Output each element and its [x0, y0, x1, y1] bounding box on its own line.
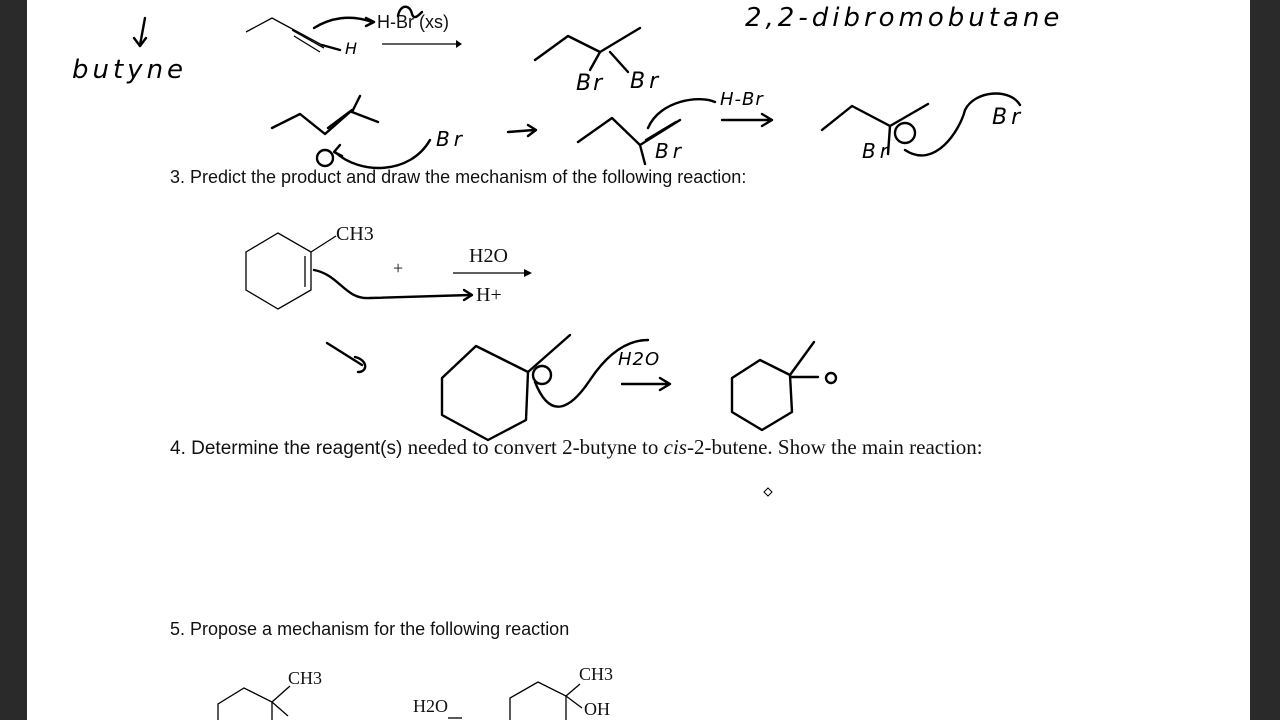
- handwritten-butyne: butyne: [72, 55, 188, 85]
- reagent-acid: H+: [476, 284, 502, 306]
- handwritten-br-1: Br: [576, 71, 605, 96]
- cursor-icon: [764, 488, 772, 496]
- question-4-text-b: -2-butene. Show the main reaction:: [686, 435, 983, 459]
- handwritten-br-anion: Br: [992, 105, 1025, 130]
- handwritten-br-4: Br: [655, 139, 685, 163]
- question-4: [170, 436, 983, 460]
- handwritten-h2o: H2O: [618, 349, 661, 370]
- plus-sign: +: [393, 258, 404, 278]
- handwritten-br-3: Br: [436, 127, 466, 151]
- reagent-hbr: H-Br (xs): [377, 12, 449, 32]
- question-5: 5. Propose a mechanism for the following reaction: [170, 619, 570, 639]
- methyl-label: CH3: [336, 223, 374, 245]
- handwritten-h: H: [345, 39, 358, 58]
- reagent-water: H2O: [469, 245, 508, 267]
- question-4-prefix: 4. Determine the reagent(s): [170, 438, 408, 459]
- q5-methyl-right: CH3: [579, 664, 614, 684]
- q5-reagent: H2O: [413, 696, 448, 716]
- q5-methyl-left: CH3: [288, 668, 323, 688]
- question-4-text-a: needed to convert 2-butyne to: [407, 435, 664, 459]
- handwritten-br-2: Br: [630, 69, 663, 94]
- handwritten-hbr: H-Br: [720, 89, 764, 110]
- handwritten-br-5: Br: [862, 139, 892, 163]
- question-3: 3. Predict the product and draw the mechanism of the following reaction:: [170, 167, 747, 187]
- q5-structures: [218, 682, 582, 720]
- question-4-italic: cis: [663, 435, 687, 459]
- handwritten-product-name: 2,2-dibromobutane: [745, 3, 1064, 33]
- q5-hydroxyl: OH: [584, 699, 610, 719]
